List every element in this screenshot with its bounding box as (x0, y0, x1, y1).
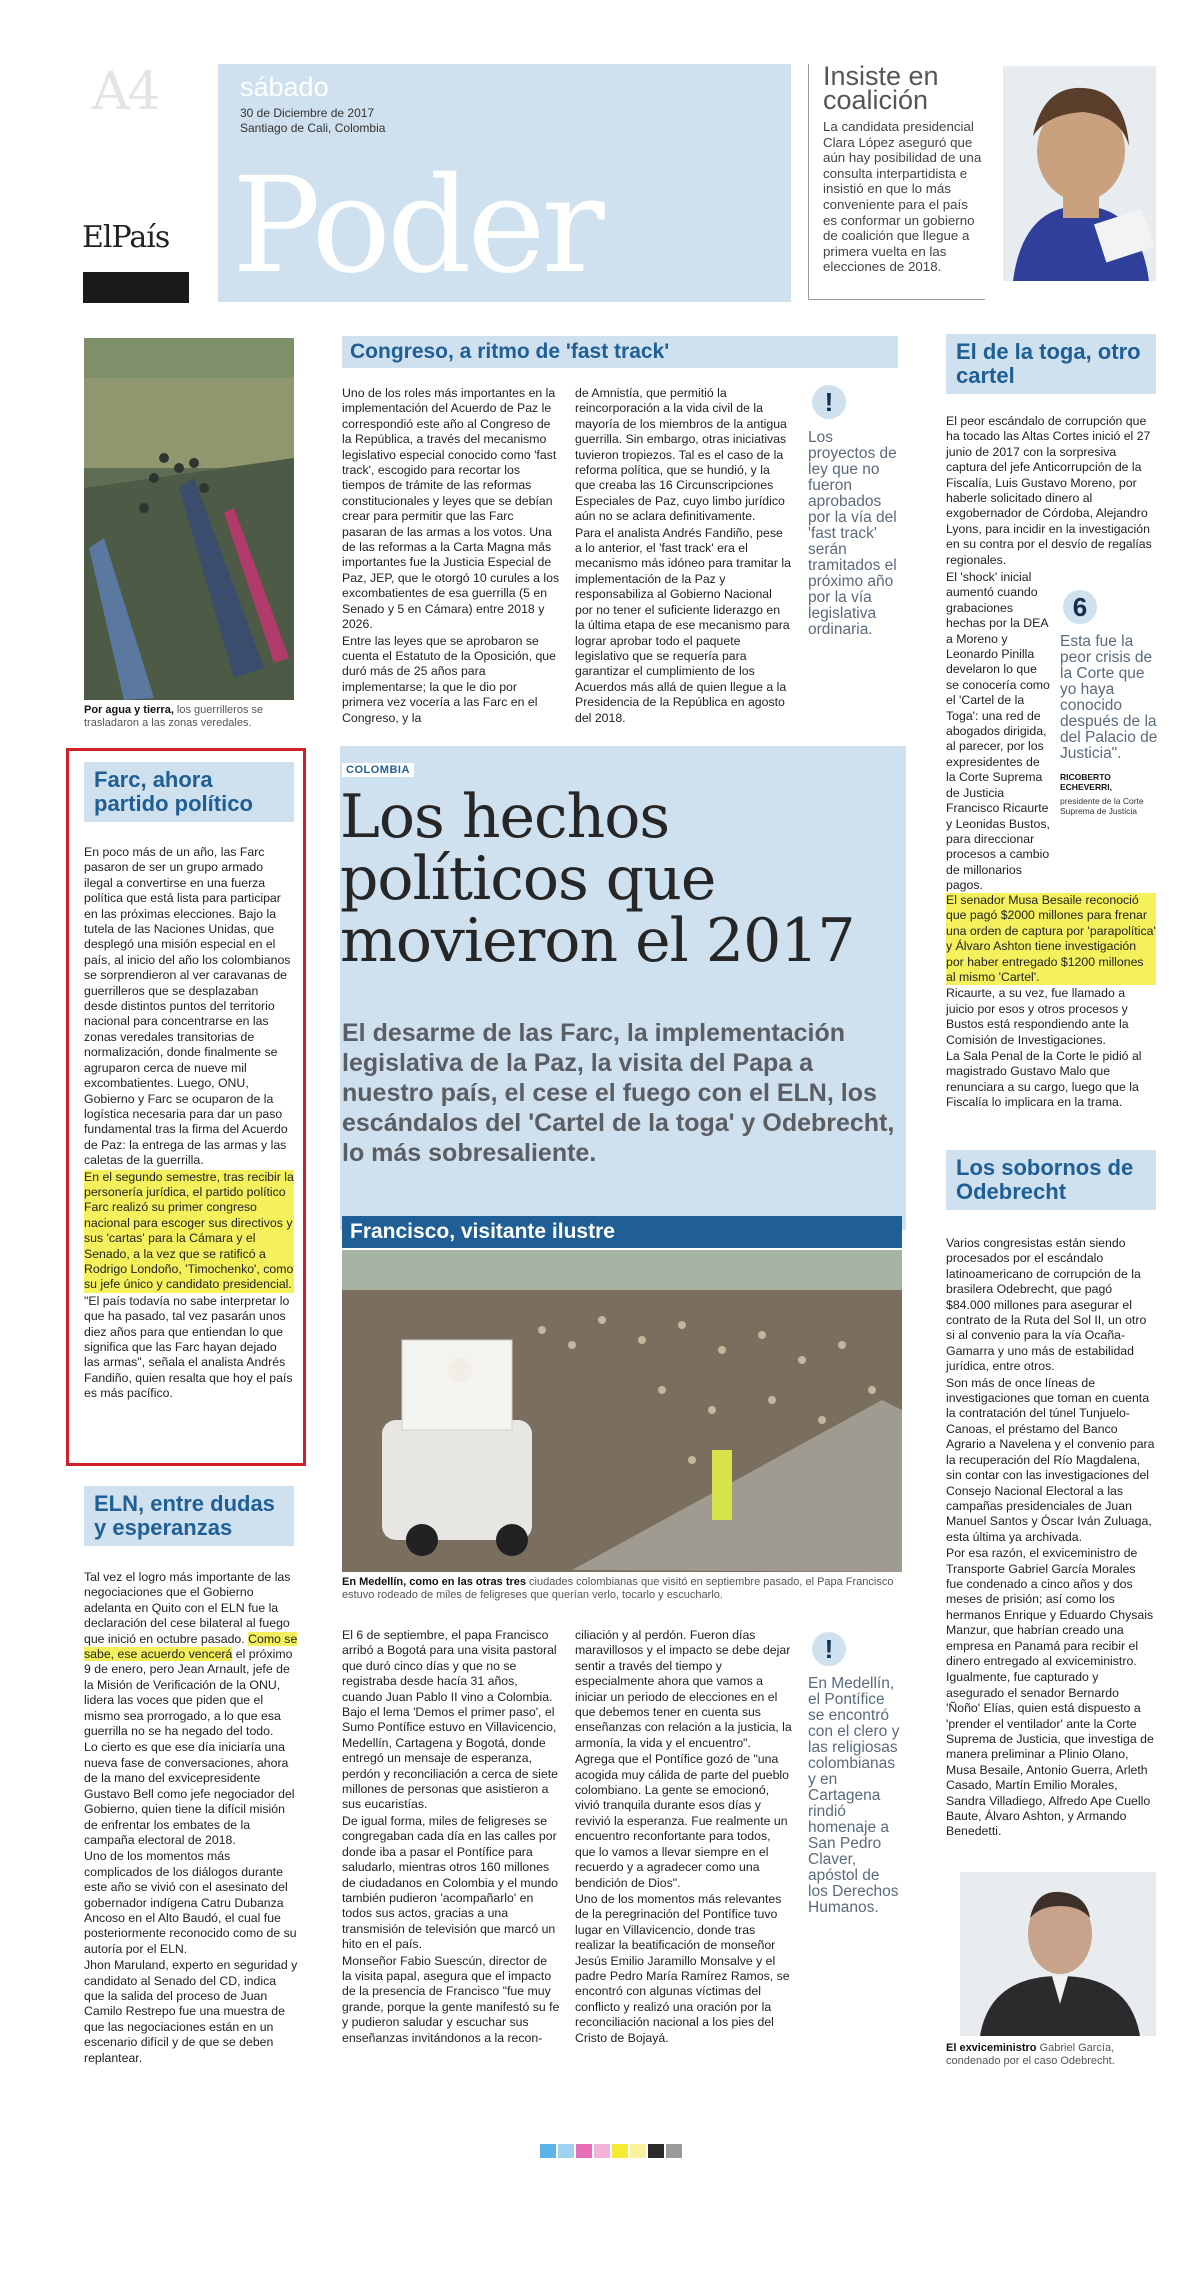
papa-col2 (575, 1628, 793, 2047)
lead-kicker: COLOMBIA (342, 763, 414, 777)
page-code: A4 (92, 62, 159, 122)
masthead-panel (218, 64, 791, 302)
congreso-col1 (342, 386, 560, 727)
toga-highlight: El senador Musa Besaile reconoció que pagó $2000 millones para frenar una orden de captura por 'parapolítica' y Álvaro Ashton tiene investigación por haber entregado $1200 millones al mismo 'Cartel'. (946, 893, 1156, 985)
toga-p2: El 'shock' inicial aumentó cuando grabaciones hechas por la DEA a Moreno y Leonardo Pinilla develaron lo que se conocería como el 'Cartel de la Toga': una red de abogados dirigida, al parecer, por los expresidentes de la Corte Suprema de Justicia Francisco Ricaurte y Leonidas Bustos, para direccionar procesos a cambio de millonarios pagos. (946, 570, 1050, 893)
lead-deck: El desarme de las Farc, la implementación legislativa de la Paz, la visita del Papa a nuestro país, el cese el fuego con el ELN, los escándalos del 'Cartel de la toga' y Odebrecht, lo más sobresaliente. (342, 1019, 895, 1167)
odebrecht-p1: Varios congresistas están siendo procesados por el escándalo latinoamericano de corrupción de la brasilera Odebrecht, que pagó $84.000 millones para asegurar el contrato de la Ruta del Sol II, un otro si al convenio para la vía Ocaña-Gamarra y uno más de estabilidad jurídica, entre otros. (946, 1236, 1147, 1374)
guerrilla-caption-lead: Por agua y tierra, (84, 704, 174, 716)
pope-caption-text: ciudades colombianas que visitó en septiembre pasado, el Papa Francisco estuvo rodeado de miles de feligreses que querían verlo, tocarlo y escucharlo. (342, 1576, 894, 1601)
swatch-cyan (540, 2144, 556, 2158)
masthead-day: sábado (240, 72, 329, 102)
eln-p2: Lo cierto es que ese día iniciaría una nueva fase de conversaciones, ahora de la mano del exvicepresidente Gustavo Bell como jefe negociador del Gobierno, quien tiene la difícil misión de enfrentar los embates de la campaña electoral de 2018. (84, 1740, 295, 1847)
lead-headline: Los hechos políticos que movieron el 2017 (340, 782, 855, 976)
swatch-magenta (576, 2144, 592, 2158)
congreso-p3: de Amnistía, que permitió la reincorporación a la vida civil de la mayoría de los miembros de la antigua guerrilla. Sin embargo, otras iniciativas tuvieron tropiezos. Tal es el caso de la reforma política, que se hundió, y la que creaba las 16 Circunscripciones Especiales de Paz, cuyo limbo jurídico aún no se aclara definitivamente. (575, 386, 787, 524)
pope-caption-lead: En Medellín, como en las otras tres (342, 1576, 526, 1588)
eln-body (84, 1570, 298, 2067)
congreso-heading: Congreso, a ritmo de 'fast track' (342, 336, 898, 371)
exclamation-icon-2: ! (812, 1632, 846, 1666)
print-color-bar (540, 2144, 700, 2158)
garcia-caption-text: Gabriel García, condenado por el caso Odebrecht. (946, 2042, 1115, 2067)
congreso-p2: Entre las leyes que se aprobaron se cuenta el Estatuto de la Oposición, que duró más de 25 años para implementarse; la que le dio por primera vez vocería a las Farc en el Congreso, y la (342, 633, 556, 725)
toga-body-lower (946, 893, 1156, 1112)
farc-highlight: En el segundo semestre, tras recibir la personería jurídica, el partido político Farc realizó su primer congreso nacional para escoger sus directivos y sus 'cartas' para la Cámara y el Senado, a la vez que se ratificó a Rodrigo Londoño, 'Timochenko', como su jefe único y candidato presidencial. (84, 1169, 294, 1292)
odebrecht-heading: Los sobornos de Odebrecht (946, 1150, 1156, 1213)
toga-quote-role: presidente de la Corte Suprema de Justicia (1060, 796, 1144, 816)
farc-body (84, 845, 294, 1403)
congreso-col2 (575, 386, 793, 727)
papa-p4: ciliación y al perdón. Fueron días maravillosos y el impacto se debe dejar sentir a través del tiempo y especialmente ahora que vamos a iniciar un periodo de elecciones en el que debemos tener en cuenta sus enseñanzas con relación a la justicia, la armonía, la vida y el encuentro". (575, 1628, 792, 1750)
toga-heading: El de la toga, otro cartel (946, 334, 1156, 397)
eln-highlight: Como se sabe, ese acuerdo vencerá (84, 1631, 298, 1662)
eln-p1 (84, 1570, 298, 1739)
papa-p6: Uno de los momentos más relevantes de la peregrinación del Pontífice tuvo lugar en Villavicencio, donde tras realizar la beatificación de monseñor Jesús Emilio Jaramillo Monsalve y el padre Pedro María Ramírez Ramos, se encontró con algunas víctimas del conflicto y realizó una oración por la reconciliación nacional a los pies del Cristo de Bojayá. (575, 1891, 790, 2045)
brand-logo: ElPaís (82, 220, 170, 255)
guerrilla-caption-text: los guerrilleros se trasladaron a las zonas veredales. (84, 704, 264, 729)
garcia-caption-lead: El exviceministro (946, 2042, 1037, 2054)
clara-lopez-photo (1003, 66, 1156, 281)
eln-heading: ELN, entre dudas y esperanzas (84, 1486, 294, 1549)
toga-pullquote: Esta fue la peor crisis de la Corte que yo haya conocido después de la del Palacio de Justicia". (1060, 633, 1158, 762)
toga-p5: La Sala Penal de la Corte le pidió al magistrado Gustavo Malo que renunciara a su cargo, luego que la Fiscalía lo implicara en la trama. (946, 1049, 1142, 1110)
swatch-gray (666, 2144, 682, 2158)
papa-col1 (342, 1628, 560, 2047)
papa-heading: Francisco, visitante ilustre (342, 1216, 902, 1251)
farc-p3: "El país todavía no sabe interpretar lo que ha pasado, tal vez pasarán unos diez años para que entiendan lo que significa que las Farc hayan dejado las armas", señala el analista Andrés Fandiño, quien resalta que hoy el país es más pacífico. (84, 1293, 293, 1401)
toga-body-narrow (946, 570, 1051, 895)
eln-p3: Uno de los momentos más complicados de los diálogos durante este año se vivió con el asesinato del gobernador indígena Catru Dubanza Ancoso en el Alto Baudó, el cual fue posteriormente reconocido como de su autoría por el ELN. (84, 1849, 297, 1956)
odebrecht-body (946, 1236, 1156, 1841)
eln-p4: Jhon Maruland, experto en seguridad y candidato al Senado del CD, indica que la salida del proceso de Juan Camilo Restrepo fue una muestra de que las negociaciones están en un escenario difícil y de que se deben replantear. (84, 1958, 298, 2065)
farc-p1: En poco más de un año, las Farc pasaron de ser un grupo armado ilegal a convertirse en una fuerza política que está lista para participar en las próximas elecciones. Bajo la tutela de las Naciones Unidas, que desplegó una misión especial en el país, al inicio del año los colombianos se sorprendieron al ver caravanas de guerrilleros que se desplazaban desde distintos puntos del territorio nacional para concentrarse en las zonas veredales transitorias de normalización, donde finalmente se agruparon cerca de nueve mil excombatientes. Luego, ONU, Gobierno y Farc se ocuparon de la logística necesaria para dar un paso fundamental tras la firma del Acuerdo de Paz: la entrega de las armas y las caletas de la guerrilla. (84, 845, 291, 1168)
papa-p2: De igual forma, miles de feligreses se congregaban cada día en las calles por donde iba a pasar el Pontífice para saludarlo, mientras otros 160 millones de ciudadanos en Colombia y el mundo también pudieron 'acompañarlo' en todos sus actos, gracias a una transmisión de televisión que marcó un hito en el país. (342, 1813, 559, 1952)
side-note-title: Insiste en coalición (823, 61, 939, 115)
odebrecht-p3: Por esa razón, el exviceministro de Transporte Gabriel García Morales fue condenado a cinco años y dos meses de prisión; así como los hermanos Enrique y Eduardo Chysais Manzur, que habrían creado una empresa en Panamá para recibir el dinero entregado al exviceministro. (946, 1546, 1154, 1668)
quote-icon: 6 (1063, 590, 1097, 624)
eln-p1-rest: el próximo 9 de enero, pero Jean Arnault, jefe de la Misión de Verificación de la ONU, lidera las voces que piden que el mismo sea prorrogado, a lo que esa guerrilla no se ha negado del todo. (84, 1647, 293, 1739)
guerrilla-photo-caption (84, 704, 294, 730)
swatch-pink (594, 2144, 610, 2158)
swatch-yellow (612, 2144, 628, 2158)
eln-p1-text: Tal vez el logro más importante de las negociaciones que el Gobierno adelanta en Quito con el ELN fue la declaración del cese bilateral al fuego que inició en octubre pasado. (84, 1570, 291, 1646)
odebrecht-p2: Son más de once líneas de investigaciones que toman en cuenta la contratación del túnel Tunjuelo-Canoas, el préstamo del Banco Agrario a Navelena y el convenio para la recuperación del Río Magdalena, sin contar con las investigaciones del Consejo Nacional Electoral a las campañas presidenciales de Juan Manuel Santos y Óscar Iván Zuluaga, esta última ya archivada. (946, 1375, 1155, 1544)
odebrecht-p4: Igualmente, fue capturado y asegurado el senador Bernardo 'Ñoño' Elías, quien está dispuesto a 'prender el ventilador' ante la Corte Suprema de Justicia, que investiga de manera preliminar a Plinio Olano, Musa Besaile, Antonio Guerra, Arleth Casado, Martín Emilio Morales, Sandra Villadiego, Alfredo Ape Cuello Baute, Álvaro Ashton, y Armando Benedetti. (946, 1670, 1154, 1839)
toga-p1: El peor escándalo de corrupción que ha tocado las Altas Cortes inició el 27 junio de 2017 con la sorpresiva captura del jefe Anticorrupción de la Fiscalía, Luis Gustavo Moreno, por haberle solicitado dinero al exgobernador de Córdoba, Alejandro Lyons, para incidir en la investigación en su contra por el desvío de regalías regionales. (946, 414, 1152, 567)
swatch-lightcyan (558, 2144, 574, 2158)
congreso-pullquote: Los proyectos de ley que no fueron aprobados por la vía del 'fast track' serán tramitados el próximo año por la vía legislativa ordinaria. (808, 429, 897, 638)
farc-heading: Farc, ahora partido político (84, 762, 294, 825)
papa-p3: Monseñor Fabio Suescún, director de la visita papal, asegura que el impacto de la presencia de Francisco "fue muy grande, porque la gente manifestó su fe y pudieron saludar y escuchar sus enseñanzas invitándonos a la recon- (342, 1953, 560, 2045)
congreso-p1: Uno de los roles más importantes en la implementación del Acuerdo de Paz le correspondió este año al Congreso de la República, a través del mecanismo legislativo especial conocido como 'fast track', escogido para recortar los tiempos de trámite de las reformas constitucionales y leyes que se debían crear para permitir que las Farc pasaran de las armas a los votos. Una de las reformas a la Carta Magna más importantes fue la Justicia Especial de Paz, JEP, que le otorgó 10 curules a los excombatientes de esa guerrilla (5 en Senado y 5 en Cámara) entre 2018 y 2026. (342, 386, 560, 632)
papa-p5: Agrega que el Pontífice gozó de "una acogida muy cálida de parte del pueblo colombiano. La gente se emocionó, vivió tranquila durante esos días y revivió la esperanza. Fue realmente un encuentro reconfortante para todos, que lo vamos a llevar siempre en el recuerdo y a agradecer como una bendición de Dios". (575, 1752, 789, 1890)
exclamation-icon: ! (812, 385, 846, 419)
pope-crowd-photo (342, 1250, 902, 1572)
masthead-place: Santiago de Cali, Colombia (240, 121, 386, 135)
gabriel-garcia-photo (960, 1872, 1156, 2036)
side-note (808, 61, 985, 300)
masthead-date: 30 de Diciembre de 2017 (240, 106, 375, 120)
papa-pullquote: En Medellín, el Pontífice se encontró con el clero y las religiosas colombianas y en Cartagena rindió homenaje a San Pedro Claver, apóstol de los Derechos Humanos. (808, 1675, 900, 1916)
swatch-paleyellow (630, 2144, 646, 2158)
papa-p1: El 6 de septiembre, el papa Francisco arribó a Bogotá para una visita pastoral que duró cinco días y que no se registraba desde hacía 31 años, cuando Juan Pablo II vino a Colombia. Bajo el lema 'Demos el primer paso', el Sumo Pontífice estuvo en Villavicencio, Medellín, Cartagena y Bogotá, donde entregó un mensaje de esperanza, perdón y reconciliación a cerca de siete millones de personas que asistieron a sus eucaristías. (342, 1628, 559, 1812)
toga-p4: Ricaurte, a su vez, fue llamado a juicio por esos y otros procesos y Bustos está respondiendo ante la Comisión de Investigaciones. (946, 986, 1129, 1047)
toga-body (946, 414, 1156, 569)
section-title: Poder (232, 149, 601, 303)
congreso-p4: Para el analista Andrés Fandiño, pese a lo anterior, el 'fast track' era el mecanismo más idóneo para tramitar la implementación de la Paz y responsabiliza al Gobierno Nacional por no tener el suficiente liderazgo en la última etapa de ese mecanismo para lograr aprobar todo el paquete legislativo que se requería para garantizar el cumplimiento de los Acuerdos más allá de quien llegue a la Presidencia de la República en agosto del 2018. (575, 525, 791, 725)
toga-quote-author: RICOBERTO ECHEVERRI, (1060, 772, 1112, 792)
guerrilla-boats-photo (84, 338, 294, 700)
brand-bar (83, 272, 189, 303)
garcia-photo-caption (946, 2042, 1156, 2068)
swatch-black (648, 2144, 664, 2158)
pope-photo-caption (342, 1576, 902, 1602)
side-note-text: La candidata presidencial Clara López aseguró que aún hay posibilidad de una consulta interpartidista e insistió en que lo más conveniente para el país es conformar un gobierno de coalición que llegue a primera vuelta en las elecciones de 2018. (823, 119, 982, 275)
